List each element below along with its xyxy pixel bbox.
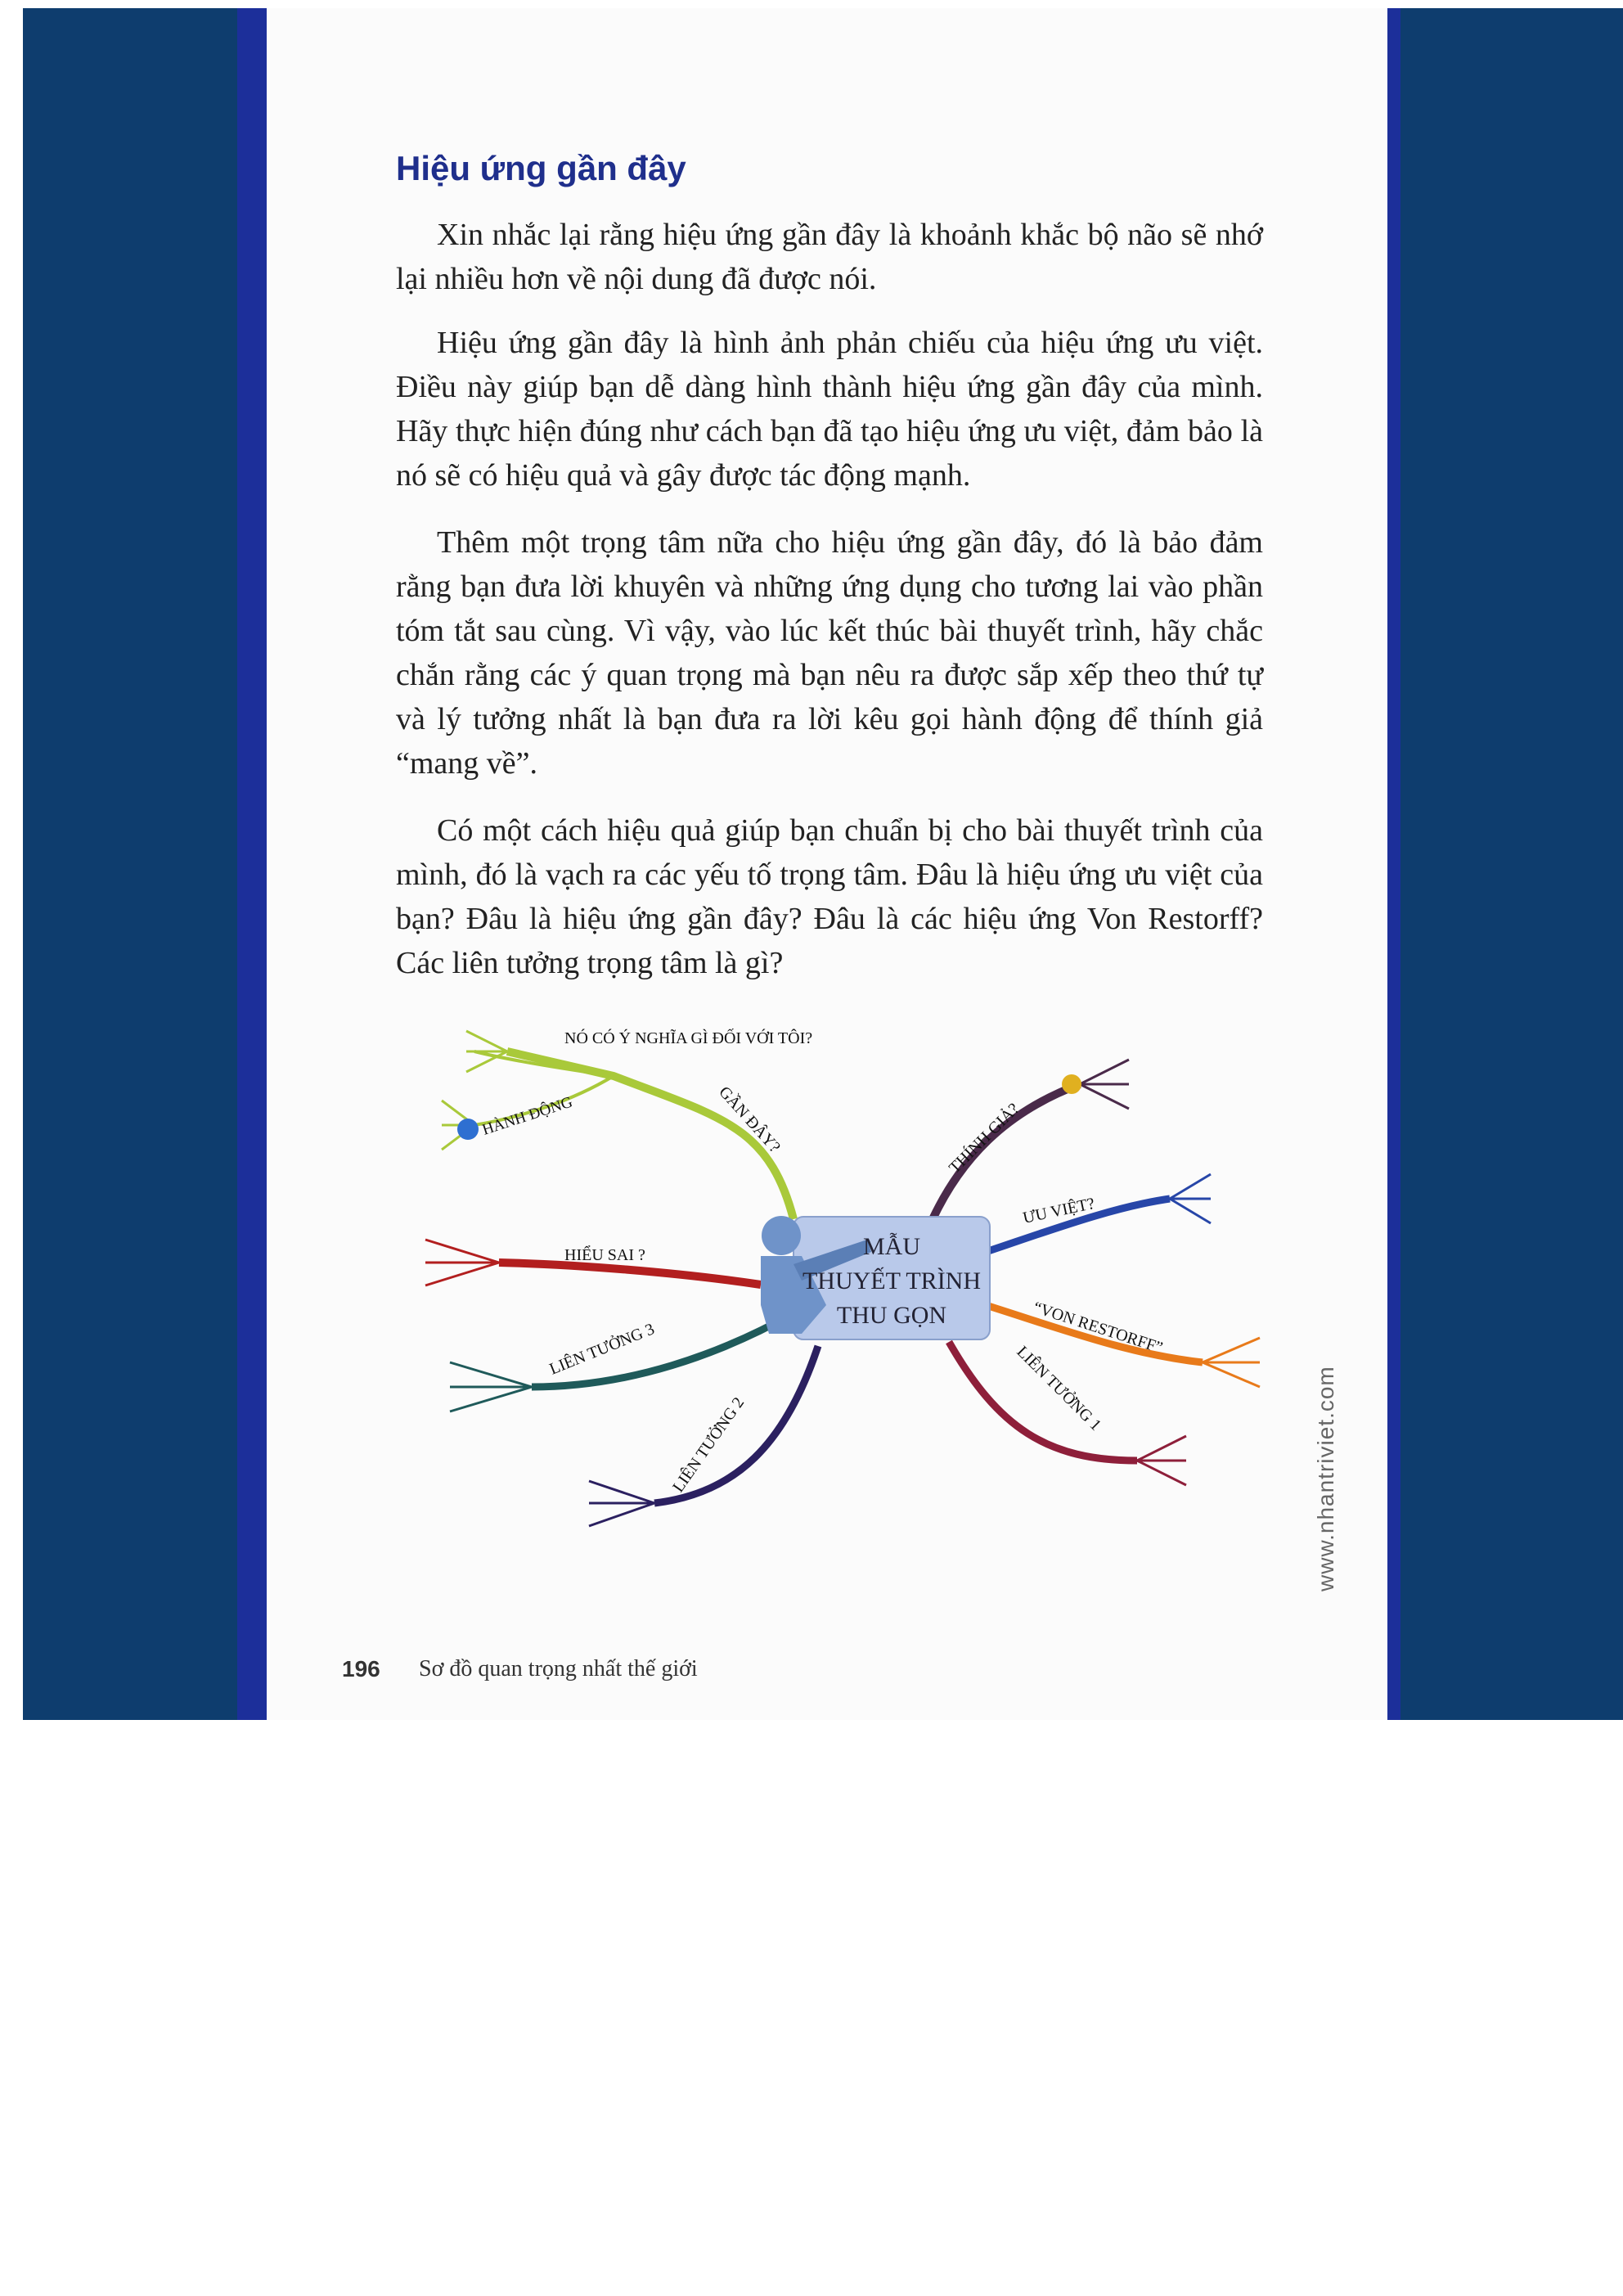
book-spine-left xyxy=(237,8,268,1720)
label-misunderstand: HIỂU SAI ? xyxy=(564,1246,645,1264)
fork-association2 xyxy=(589,1481,654,1526)
label-association1: LIÊN TƯỞNG 1 xyxy=(1013,1342,1105,1434)
center-label-3: THU GỌN xyxy=(836,1302,947,1329)
publisher-url: www.nhantriviet.com xyxy=(1313,1366,1338,1591)
label-primacy: ƯU VIỆT? xyxy=(1021,1194,1097,1227)
label-von-restorff: “VON RESTORFF” xyxy=(1031,1298,1165,1357)
fork-von-restorff xyxy=(1203,1338,1260,1387)
mind-map xyxy=(409,1002,1293,1583)
section-heading: Hiệu ứng gần đây xyxy=(396,149,686,187)
paragraph-3: Thêm một trọng tâm nữa cho hiệu ứng gần đây, đó là bảo đảm rằng bạn đưa lời khuyên và những ứng dụng cho tương lai vào phần tóm tắt sau cùng. Vì vậy, vào lúc kết thúc bài thuyết trình, hãy chắc chắn rằng các ý quan trọng mà bạn nêu ra được sắp xếp theo thứ tự và lý tưởng nhất là bạn đưa ra lời kêu gọi hành động để thính giả “mang về”. xyxy=(396,525,1263,781)
audience-icon xyxy=(1062,1074,1081,1094)
label-association2: LIÊN TƯỞNG 2 xyxy=(669,1393,749,1496)
center-label-2: THUYẾT TRÌNH xyxy=(802,1267,982,1294)
paragraph-1: Xin nhắc lại rằng hiệu ứng gần đây là khoảnh khắc bộ não sẽ nhớ lại nhiều hơn về nội dung đã được nói. xyxy=(396,218,1263,296)
label-audience: THÍNH GIẢ? xyxy=(945,1100,1023,1177)
label-meaning: NÓ CÓ Ý NGHĨA GÌ ĐỐI VỚI TÔI? xyxy=(564,1029,813,1047)
paragraph-4: Có một cách hiệu quả giúp bạn chuẩn bị cho bài thuyết trình của mình, đó là vạch ra các yếu tố trọng tâm. Đâu là hiệu ứng ưu việt của bạn? Đâu là hiệu ứng gần đây? Đâu là các hiệu ứng Von Restorff? Các liên tưởng trọng tâm là gì? xyxy=(396,813,1263,980)
fork-association3 xyxy=(450,1362,532,1411)
fork-primacy xyxy=(1170,1174,1211,1223)
fork-association1 xyxy=(1137,1436,1186,1485)
running-footer-title: Sơ đồ quan trọng nhất thế giới xyxy=(419,1656,698,1681)
label-association3: LIÊN TƯỞNG 3 xyxy=(546,1320,658,1379)
branch-recency xyxy=(507,1051,794,1219)
center-label-1: MẪU xyxy=(862,1233,921,1260)
fork-audience xyxy=(1080,1060,1129,1109)
page-number: 196 xyxy=(342,1656,380,1681)
paragraph-2: Hiệu ứng gần đây là hình ảnh phản chiếu của hiệu ứng ưu việt. Điều này giúp bạn dễ dàng hình thành hiệu ứng gần đây của mình. Hãy thực hiện đúng như cách bạn đã tạo hiệu ứng ưu việt, đảm bảo là nó sẽ có hiệu quả và gây được tác động mạnh. xyxy=(396,326,1263,493)
label-recency: GẦN ĐÂY? xyxy=(715,1083,784,1157)
label-action: HÀNH ĐỘNG xyxy=(480,1093,575,1139)
fork-misunderstand xyxy=(425,1240,499,1285)
speech-bubble-icon xyxy=(457,1119,479,1140)
branch-association3 xyxy=(532,1313,794,1387)
branch-recency-meaning xyxy=(474,1051,614,1076)
branch-misunderstand xyxy=(499,1263,761,1285)
